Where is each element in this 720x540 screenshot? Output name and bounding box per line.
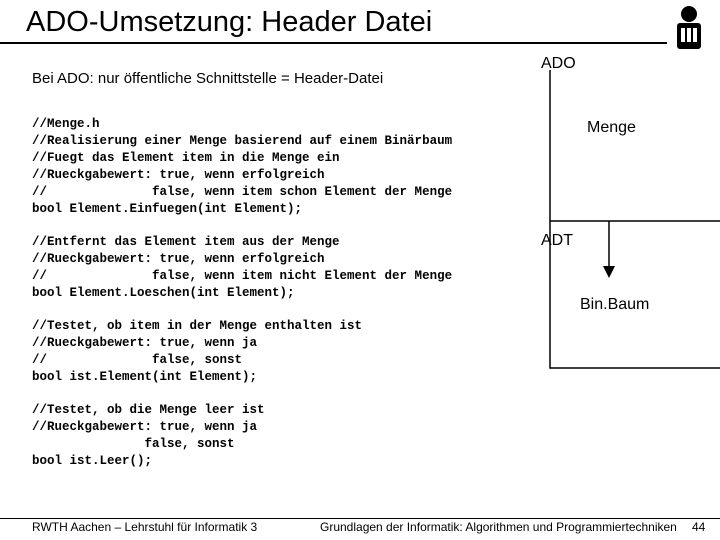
title-rule	[0, 42, 667, 44]
dependency-arrowhead	[603, 266, 615, 278]
code-block-ist-element: //Testet, ob item in der Menge enthalten ist //Rueckgabewert: true, wenn ja // false, sonst bool ist.Element(int Element);	[32, 319, 363, 384]
slide-title: ADO-Umsetzung: Header Datei	[26, 6, 433, 38]
ado-adt-diagram	[540, 70, 720, 370]
ado-container-outline	[550, 70, 720, 368]
menge-label: Menge	[587, 119, 636, 136]
footer-institution: RWTH Aachen – Lehrstuhl für Informatik 3	[32, 520, 258, 534]
footer-rule	[0, 518, 720, 519]
code-block-loeschen: //Entfernt das Element item aus der Menge //Rueckgabewert: true, wenn erfolgreich // false, wenn item nicht Element der Menge bool Element.Loeschen(int Element);	[32, 235, 453, 300]
subtitle: Bei ADO: nur öffentliche Schnittstelle = Header-Datei	[32, 70, 384, 87]
code-block-einfuegen: //Menge.h //Realisierung einer Menge basierend auf einem Binärbaum //Fuegt das Element item in die Menge ein //Rueckgabewert: true, wenn erfolgreich // false, wenn item schon Element der Menge bool Element.Einfuegen(int Element);	[32, 117, 453, 216]
adt-label: ADT	[541, 232, 573, 249]
binbaum-label: Bin.Baum	[580, 296, 650, 313]
code-block-ist-leer: //Testet, ob die Menge leer ist //Rueckgabewert: true, wenn ja false, sonst bool ist.Leer();	[32, 403, 265, 468]
ado-label: ADO	[541, 55, 576, 72]
footer-course-title: Grundlagen der Informatik: Algorithmen und Programmiertechniken	[320, 520, 677, 534]
page-number: 44	[692, 520, 706, 534]
lehrstuhl-logo-icon	[674, 5, 704, 51]
